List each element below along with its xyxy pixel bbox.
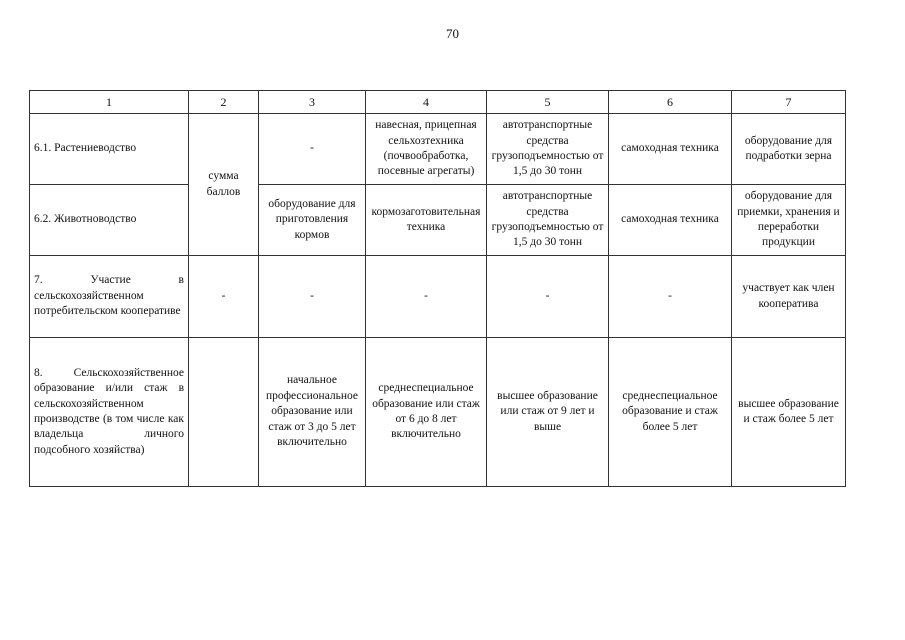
table-header-row (30, 91, 846, 114)
header-cell: 7 (732, 91, 846, 114)
score-sum-cell: сумма баллов (189, 114, 259, 256)
row-label-livestock: 6.2. Животноводство (30, 185, 189, 256)
table-cell: - (609, 256, 732, 338)
header-cell: 1 (30, 91, 189, 114)
table-cell: высшее образование или стаж от 9 лет и выше (487, 338, 609, 487)
criteria-table (29, 90, 846, 487)
table-cell: участвует как член кооператива (732, 256, 846, 338)
table-cell: навесная, прицепная сельхозтехника (почвообработка, посевные агрегаты) (366, 114, 487, 185)
table-cell: - (259, 256, 366, 338)
row-label-crop-production: 6.1. Растениеводство (30, 114, 189, 185)
table-cell: - (189, 256, 259, 338)
table-cell: оборудование для подработки зерна (732, 114, 846, 185)
table-row (30, 256, 846, 338)
table-cell: автотранспортные средства грузоподъемностью от 1,5 до 30 тонн (487, 185, 609, 256)
table-row (30, 338, 846, 487)
row-label-cooperative: 7. Участие в сельскохозяйственном потребительском кооперативе (30, 256, 189, 338)
table-cell: среднеспециальное образование и стаж более 5 лет (609, 338, 732, 487)
table-cell: - (366, 256, 487, 338)
table-cell: - (487, 256, 609, 338)
header-cell: 5 (487, 91, 609, 114)
table-row (30, 185, 846, 256)
header-cell: 4 (366, 91, 487, 114)
header-cell: 3 (259, 91, 366, 114)
table-cell: начальное профессиональное образование или стаж от 3 до 5 лет включительно (259, 338, 366, 487)
table-cell: оборудование для приготовления кормов (259, 185, 366, 256)
table-cell: среднеспециальное образование или стаж от 6 до 8 лет включительно (366, 338, 487, 487)
table-cell: автотранспортные средства грузоподъемностью от 1,5 до 30 тонн (487, 114, 609, 185)
table-cell: оборудование для приемки, хранения и переработки продукции (732, 185, 846, 256)
table-row (30, 114, 846, 185)
table-cell: самоходная техника (609, 114, 732, 185)
row-label-education: 8. Сельскохозяйственное образование и/или стаж в сельскохозяйственном производстве (в том числе как владельца личного подсобного хозяйства) (30, 338, 189, 487)
page-number: 70 (446, 26, 459, 41)
table-cell (189, 338, 259, 487)
table-cell: - (259, 114, 366, 185)
table-cell: высшее образование и стаж более 5 лет (732, 338, 846, 487)
table-cell: самоходная техника (609, 185, 732, 256)
header-cell: 2 (189, 91, 259, 114)
header-cell: 6 (609, 91, 732, 114)
table-cell: кормозаготовительная техника (366, 185, 487, 256)
